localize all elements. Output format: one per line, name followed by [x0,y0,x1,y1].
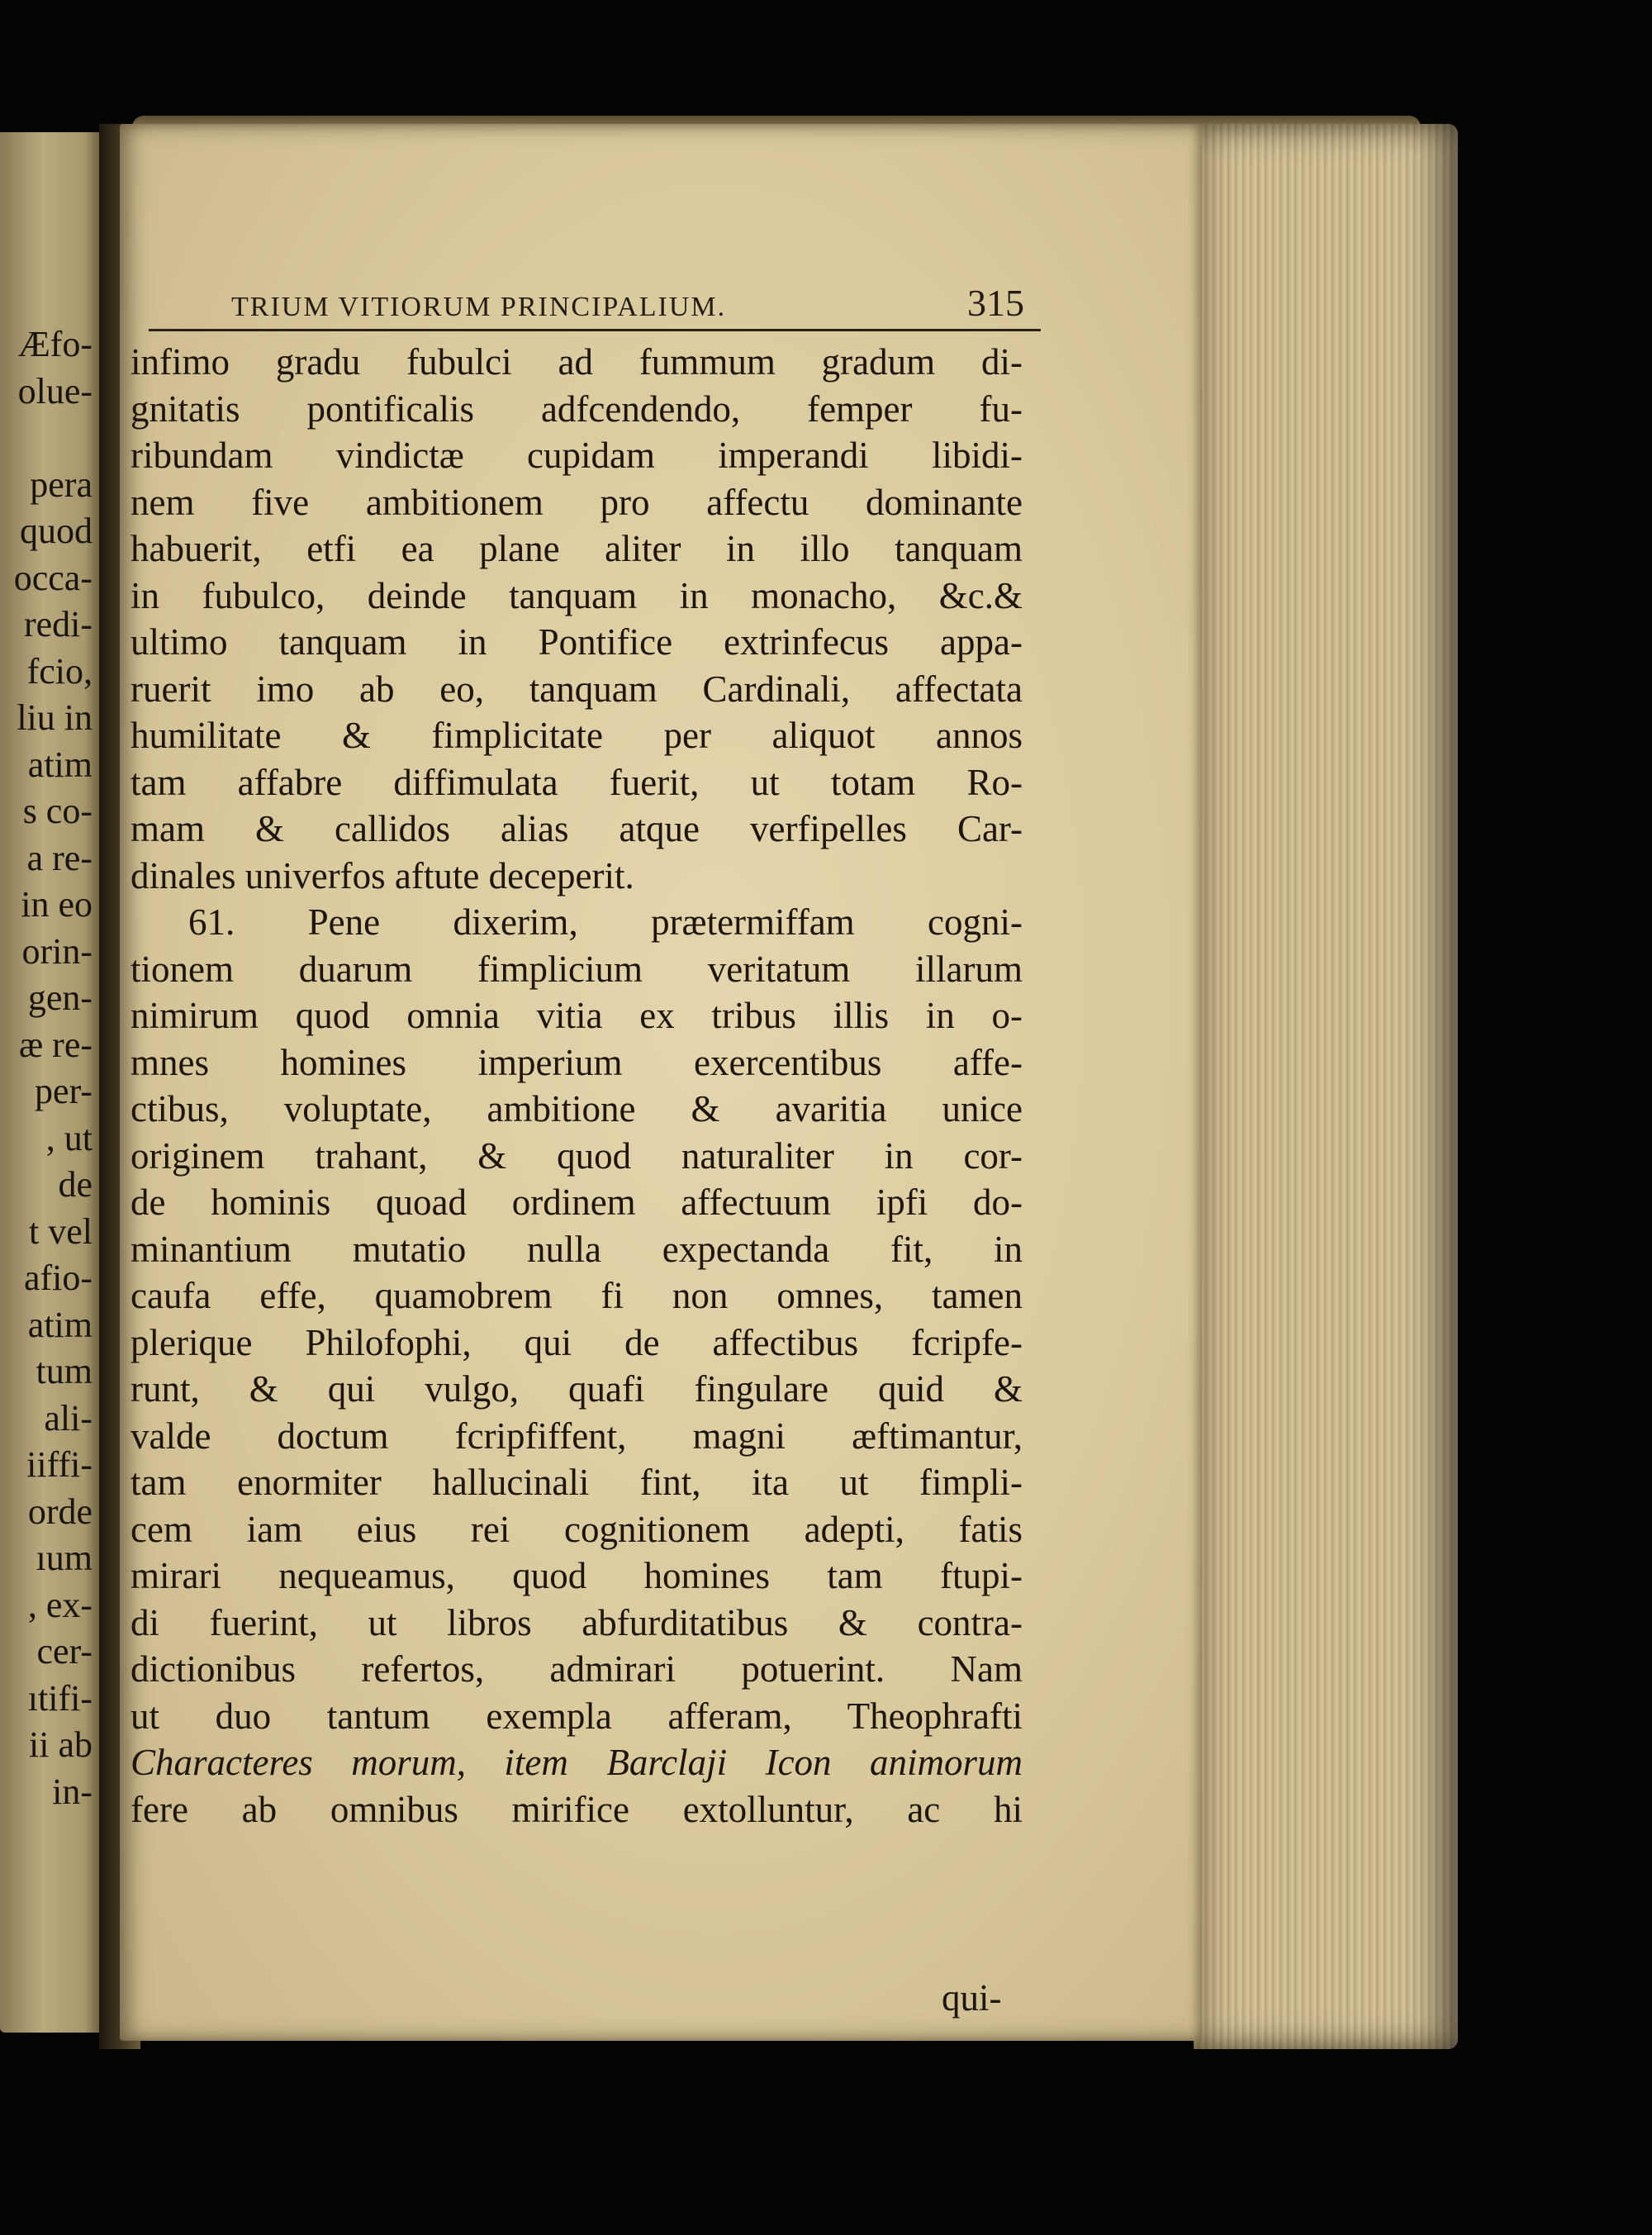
text-line: nem five ambitionem pro affectu dominante [131,481,1023,523]
text-line: tionem duarum fimplicium veritatum illarum [131,948,1023,990]
left-page-fragment: fcio, [26,650,93,692]
text-line: cem iam eius rei cognitionem adepti, fatis [131,1508,1023,1550]
text-line: mam & callidos alias atque verfipelles Car- [131,808,1023,849]
left-page-fragment: ali- [44,1397,93,1438]
left-page-fragment: ıtifi- [27,1677,93,1719]
left-page-margin [0,132,106,2033]
running-head [231,281,1024,325]
left-page-fragment: s co- [22,791,93,831]
page-number: 315 [967,282,1024,324]
left-page-fragment: per- [35,1071,93,1111]
text-line: ctibus, voluptate, ambitione & avaritia unice [131,1088,1023,1129]
text-line: ultimo tanquam in Pontifice extrinfecus appa- [131,621,1023,663]
running-head-title: TRIUM VITIORUM PRINCIPALIUM. [231,292,727,322]
text-line: infimo gradu fubulci ad fummum gradum di- [131,341,1023,383]
left-page-fragment: a re- [26,837,93,878]
text-line: mirari nequeamus, quod homines tam ftupi- [131,1555,1023,1596]
text-line: 61. Pene dixerim, prætermiffam cogni- [188,901,1023,943]
text-line: Characteres morum, item Barclaji Icon animorum [131,1742,1023,1783]
left-page-fragment: ıum [36,1538,93,1578]
text-line: ruerit imo ab eo, tanquam Cardinali, affectata [131,668,1023,710]
text-line: dinales univerfos aftute deceperit. [131,854,634,896]
text-line: de hominis quoad ordinem affectuum ipfi do- [131,1182,1023,1223]
text-line: tam enormiter hallucinali fint, ita ut fimpli- [131,1462,1023,1503]
text-line: ut duo tantum exempla afferam, Theophrafti [131,1695,1023,1737]
left-page-fragment: Æfo- [17,324,93,364]
page-block-fore-edge [1194,124,1458,2049]
left-page-fragment: , ex- [27,1584,93,1625]
left-page-fragment: , ut [45,1117,93,1158]
left-page-fragment: atim [27,1304,93,1345]
left-page-fragment: in eo [21,884,93,925]
left-page-fragment: olue- [17,370,93,411]
left-page-fragment: occa- [13,557,93,598]
catchword: qui- [942,1977,1002,2019]
text-line: tam affabre diffimulata fuerit, ut totam Ro- [131,761,1023,803]
left-page-fragment: de [58,1164,93,1205]
text-line: habuerit, etfi ea plane aliter in illo tanquam [131,528,1023,569]
text-line: caufa effe, quamobrem fi non omnes, tamen [131,1275,1023,1316]
left-page-fragment: cer- [36,1631,93,1671]
left-page-fragment: iiffi- [26,1444,93,1485]
left-page-fragment: t vel [29,1210,93,1252]
text-line: fere ab omnibus mirifice extolluntur, ac hi [131,1788,1023,1830]
text-line: minantium mutatio nulla expectanda fit, in [131,1228,1023,1270]
left-page-fragment: afio- [23,1258,93,1298]
text-line: nimirum quod omnia vitia ex tribus illis in o- [131,995,1023,1036]
left-page-fragment: redi- [23,604,93,644]
text-line: dictionibus refertos, admirari potuerint. Nam [131,1648,1023,1690]
text-line: mnes homines imperium exercentibus affe- [131,1041,1023,1083]
left-page-fragment: orde [27,1491,93,1532]
left-page-fragment: ii ab [29,1724,93,1765]
text-line: di fuerint, ut libros abfurditatibus & contra- [131,1601,1023,1643]
left-page-fragment: quod [20,511,93,551]
left-page-fragment: orin- [21,930,93,972]
text-line: humilitate & fimplicitate per aliquot annos [131,715,1023,756]
text-line: originem trahant, & quod naturaliter in cor- [131,1134,1023,1177]
left-page-fragment: tum [36,1351,93,1391]
running-head-rule [149,329,1041,331]
left-page-fragment: liu in [17,697,93,738]
left-page-fragment: atim [27,744,93,785]
text-line: in fubulco, deinde tanquam in monacho, &c.& [131,574,1023,616]
text-line: valde doctum fcripfiffent, magni æftimantur, [131,1415,1023,1457]
left-page-fragment: æ re- [18,1024,93,1065]
text-line: runt, & qui vulgo, quafi fingulare quid & [131,1368,1023,1410]
left-page-fragment: pera [30,464,93,505]
left-page-fragment: in- [52,1771,93,1812]
text-line: ribundam vindictæ cupidam imperandi libidi- [131,435,1023,476]
text-line: gnitatis pontificalis adfcendendo, femper fu- [131,388,1023,430]
left-page-fragment: gen- [27,977,93,1018]
body-text [131,339,1023,1833]
text-line: plerique Philofophi, qui de affectibus fcripfe- [131,1321,1023,1363]
